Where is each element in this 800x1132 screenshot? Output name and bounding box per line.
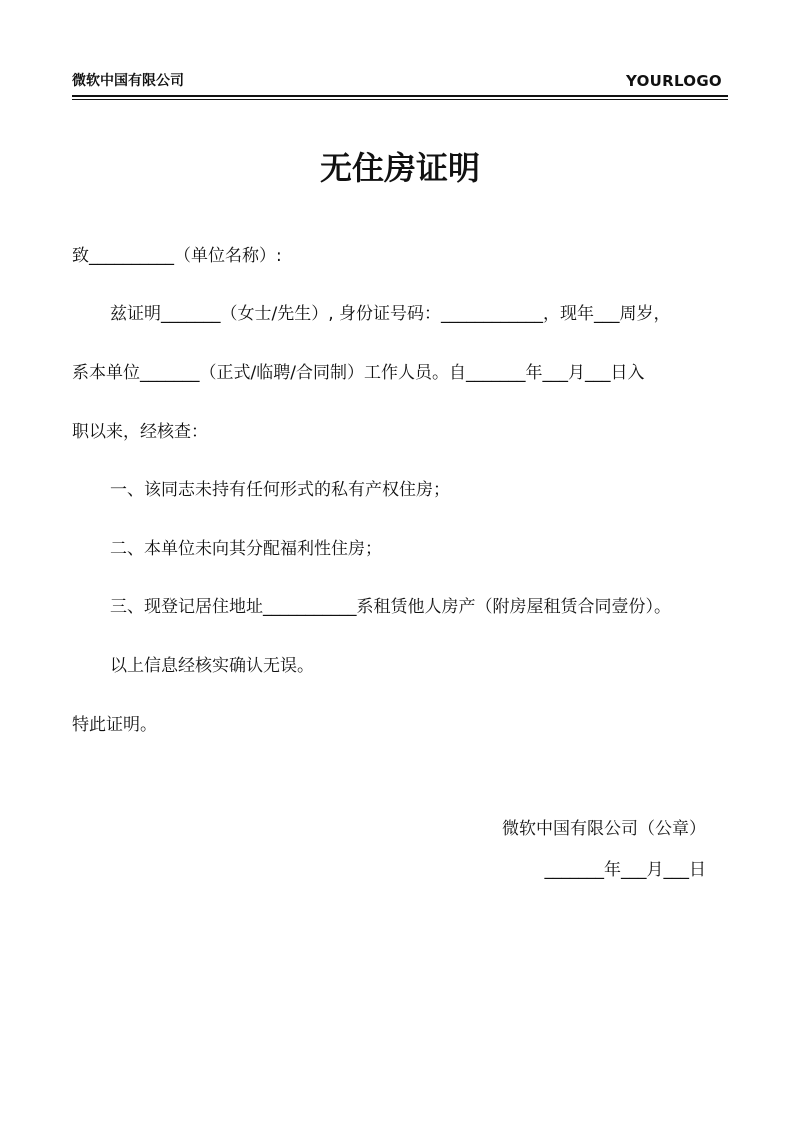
addressee-line: 致__________（单位名称）: [72, 246, 282, 266]
document-title: 无住房证明 [319, 149, 480, 187]
verification-statement: 以上信息经核实确认无误。 [110, 656, 314, 676]
finding-item-1: 一、该同志未持有任何形式的私有产权住房； [110, 480, 450, 500]
body-paragraph-line: 职以来，经核查： [72, 422, 208, 442]
document-header [72, 70, 728, 92]
finding-item-2: 二、本单位未向其分配福利性住房； [110, 539, 382, 559]
body-paragraph-line: 兹证明_______（女士/先生）, 身份证号码：____________，现年___周岁， [110, 304, 671, 324]
header-divider-thin [72, 99, 728, 100]
header-divider-thick [72, 95, 728, 97]
closing-statement: 特此证明。 [72, 715, 157, 735]
signature-company-seal: 微软中国有限公司（公章） [502, 819, 706, 839]
finding-item-3: 三、现登记居住地址___________系租赁他人房产（附房屋租赁合同壹份）。 [110, 597, 671, 617]
header-logo: YOURLOGO [625, 72, 722, 90]
body-paragraph-line: 系本单位_______（正式/临聘/合同制）工作人员。自_______年___月___日入 [72, 363, 645, 383]
header-company-name: 微软中国有限公司 [72, 73, 184, 89]
signature-date: _______年___月___日 [544, 860, 706, 880]
